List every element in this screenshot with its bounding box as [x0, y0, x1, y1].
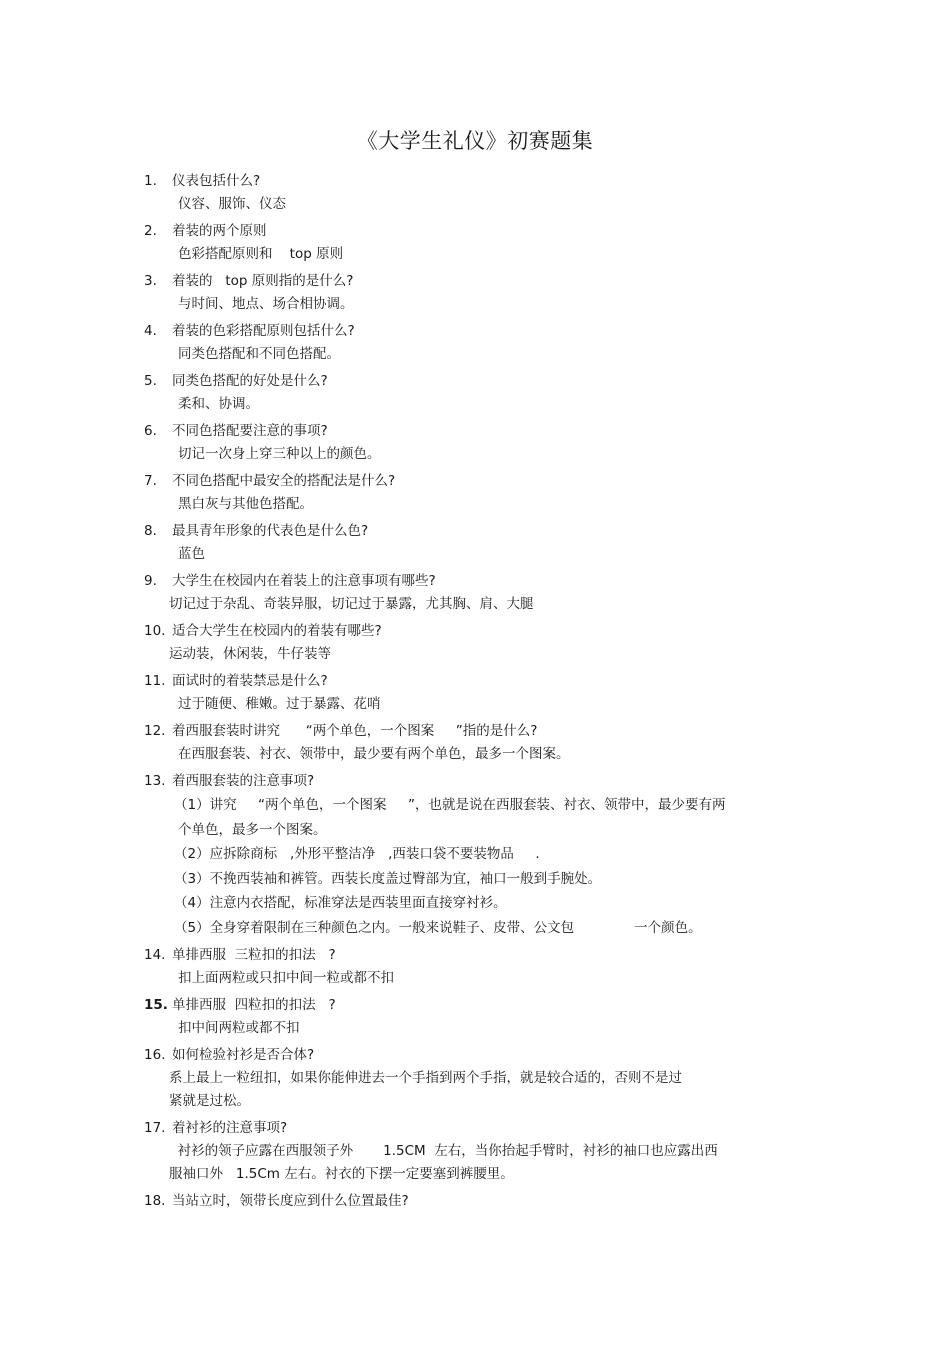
- answer-line: 黑白灰与其他色搭配。: [178, 496, 313, 512]
- question-text: 单排西服 四粒扣的扣法 ?: [172, 997, 336, 1013]
- qa-item: [144, 570, 794, 616]
- answer-line: （2）应拆除商标 ,外形平整洁净 ,西装口袋不要装物品 .: [174, 846, 540, 862]
- question: [144, 944, 794, 967]
- question: [144, 570, 794, 593]
- qa-item: [144, 620, 794, 666]
- answer-line: 个单色，最多一个图案。: [178, 821, 327, 838]
- question-text: 仪表包括什么?: [172, 173, 261, 189]
- question-number: 14.: [144, 947, 166, 963]
- qa-item: [144, 994, 794, 1040]
- answer-line: 切记一次身上穿三种以上的颜色。: [178, 446, 381, 462]
- question-text: 着装的两个原则: [172, 223, 267, 239]
- question-text: 着装的色彩搭配原则包括什么?: [172, 323, 355, 339]
- answer-line: 仪容、服饰、仪态: [178, 196, 286, 212]
- qa-item: [144, 944, 794, 990]
- answer-line: 运动装，休闲装，牛仔装等: [169, 646, 331, 662]
- question: [144, 720, 794, 743]
- question-number: 3.: [144, 273, 157, 289]
- question-text: 最具青年形象的代表色是什么色?: [172, 523, 369, 539]
- qa-item: [144, 520, 794, 566]
- qa-item: [144, 320, 794, 366]
- answer-line: （4）注意内衣搭配，标准穿法是西装里面直接穿衬衫。: [174, 895, 507, 911]
- answer-line: （5）全身穿着限制在三种颜色之内。一般来说鞋子、皮带、公文包 一个颜色。: [174, 919, 702, 936]
- answer-line: 在西服套装、衬衣、领带中，最少要有两个单色，最多一个图案。: [178, 746, 570, 762]
- question: [144, 370, 794, 393]
- question-text: 同类色搭配的好处是什么?: [172, 373, 328, 389]
- qa-item: [144, 1190, 794, 1213]
- question-number: 2.: [144, 223, 157, 239]
- qa-item: [144, 770, 794, 940]
- answer-line: 色彩搭配原则和 top 原则: [178, 246, 344, 262]
- question: [144, 1190, 794, 1213]
- question-number: 4.: [144, 323, 157, 339]
- question-number: 17.: [144, 1120, 166, 1136]
- qa-item: [144, 220, 794, 266]
- answer-line: 衬衫的领子应露在西服领子外 1.5CM 左右，当你抬起手臂时，衬衫的袖口也应露出西: [169, 1143, 718, 1159]
- question-number: 11.: [144, 673, 166, 689]
- question: [144, 620, 794, 643]
- answer-line: 系上最上一粒纽扣，如果你能伸进去一个手指到两个手指，就是较合适的，否则不是过: [169, 1070, 682, 1086]
- answer-line: 服袖口外 1.5Cm 左右。衬衣的下摆一定要塞到裤腰里。: [169, 1166, 514, 1182]
- page-title: 《大学生礼仪》初赛题集: [356, 129, 594, 153]
- qa-item: [144, 370, 794, 416]
- answer-line: 切记过于杂乱、奇装异服，切记过于暴露，尤其胸、肩、大腿: [169, 596, 534, 612]
- answer-line: 柔和、协调。: [178, 396, 259, 412]
- answer-line: 过于随便、稚嫩。过于暴露、花哨: [178, 696, 381, 712]
- question: [144, 220, 794, 243]
- qa-item: [144, 470, 794, 516]
- answer-line: 紧就是过松。: [169, 1093, 250, 1109]
- question-text: 不同色搭配要注意的事项?: [172, 423, 328, 439]
- qa-item: [144, 720, 794, 766]
- answer-line: （1）讲究 “两个单色，一个图案 ”，也就是说在西服套装、衬衣、领带中，最少要有两: [174, 797, 726, 813]
- question-number: 7.: [144, 473, 157, 489]
- question: [144, 170, 794, 193]
- question-text: 当站立时，领带长度应到什么位置最佳?: [172, 1193, 409, 1209]
- qa-item: [144, 1044, 794, 1113]
- answer-line: 扣中间两粒或都不扣: [178, 1020, 300, 1036]
- question-list: [144, 170, 794, 1217]
- question-text: 着衬衫的注意事项?: [172, 1120, 288, 1136]
- question-number: 8.: [144, 523, 157, 539]
- qa-item: [144, 420, 794, 466]
- question-text: 着西服套装时讲究 “两个单色，一个图案 ”指的是什么?: [172, 723, 538, 739]
- question-text: 着装的 top 原则指的是什么?: [172, 273, 354, 289]
- question-text: 大学生在校园内在着装上的注意事项有哪些?: [172, 573, 436, 589]
- question-number: 1.: [144, 173, 157, 189]
- question-number: 5.: [144, 373, 157, 389]
- question-number: 12.: [144, 723, 166, 739]
- question: [144, 1117, 794, 1140]
- question-text: 如何检验衬衫是否合体?: [172, 1047, 315, 1063]
- question: [144, 770, 794, 793]
- answer-line: 蓝色: [178, 546, 205, 562]
- answer-line: 同类色搭配和不同色搭配。: [178, 346, 340, 362]
- question-text: 适合大学生在校园内的着装有哪些?: [172, 623, 382, 639]
- question-text: 单排西服 三粒扣的扣法 ?: [172, 947, 336, 963]
- question-text: 不同色搭配中最安全的搭配法是什么?: [172, 473, 396, 489]
- question-number: 15.: [144, 997, 168, 1013]
- question: [144, 994, 794, 1017]
- qa-item: [144, 170, 794, 216]
- question-number: 10.: [144, 623, 166, 639]
- question: [144, 320, 794, 343]
- question: [144, 270, 794, 293]
- question-number: 18.: [144, 1193, 166, 1209]
- answer-line: 扣上面两粒或只扣中间一粒或都不扣: [178, 970, 394, 986]
- answer-line: （3）不挽西装袖和裤管。西装长度盖过臀部为宜，袖口一般到手腕处。: [174, 870, 602, 887]
- qa-item: [144, 270, 794, 316]
- question-text: 着西服套装的注意事项?: [172, 773, 315, 789]
- qa-item: [144, 1117, 794, 1186]
- qa-item: [144, 670, 794, 716]
- question-number: 13.: [144, 773, 166, 789]
- answer-line: 与时间、地点、场合相协调。: [178, 296, 354, 312]
- question: [144, 670, 794, 693]
- question-text: 面试时的着装禁忌是什么?: [172, 673, 328, 689]
- question: [144, 1044, 794, 1067]
- question: [144, 470, 794, 493]
- question: [144, 520, 794, 543]
- question: [144, 420, 794, 443]
- question-number: 16.: [144, 1047, 166, 1063]
- question-number: 9.: [144, 573, 157, 589]
- question-number: 6.: [144, 423, 157, 439]
